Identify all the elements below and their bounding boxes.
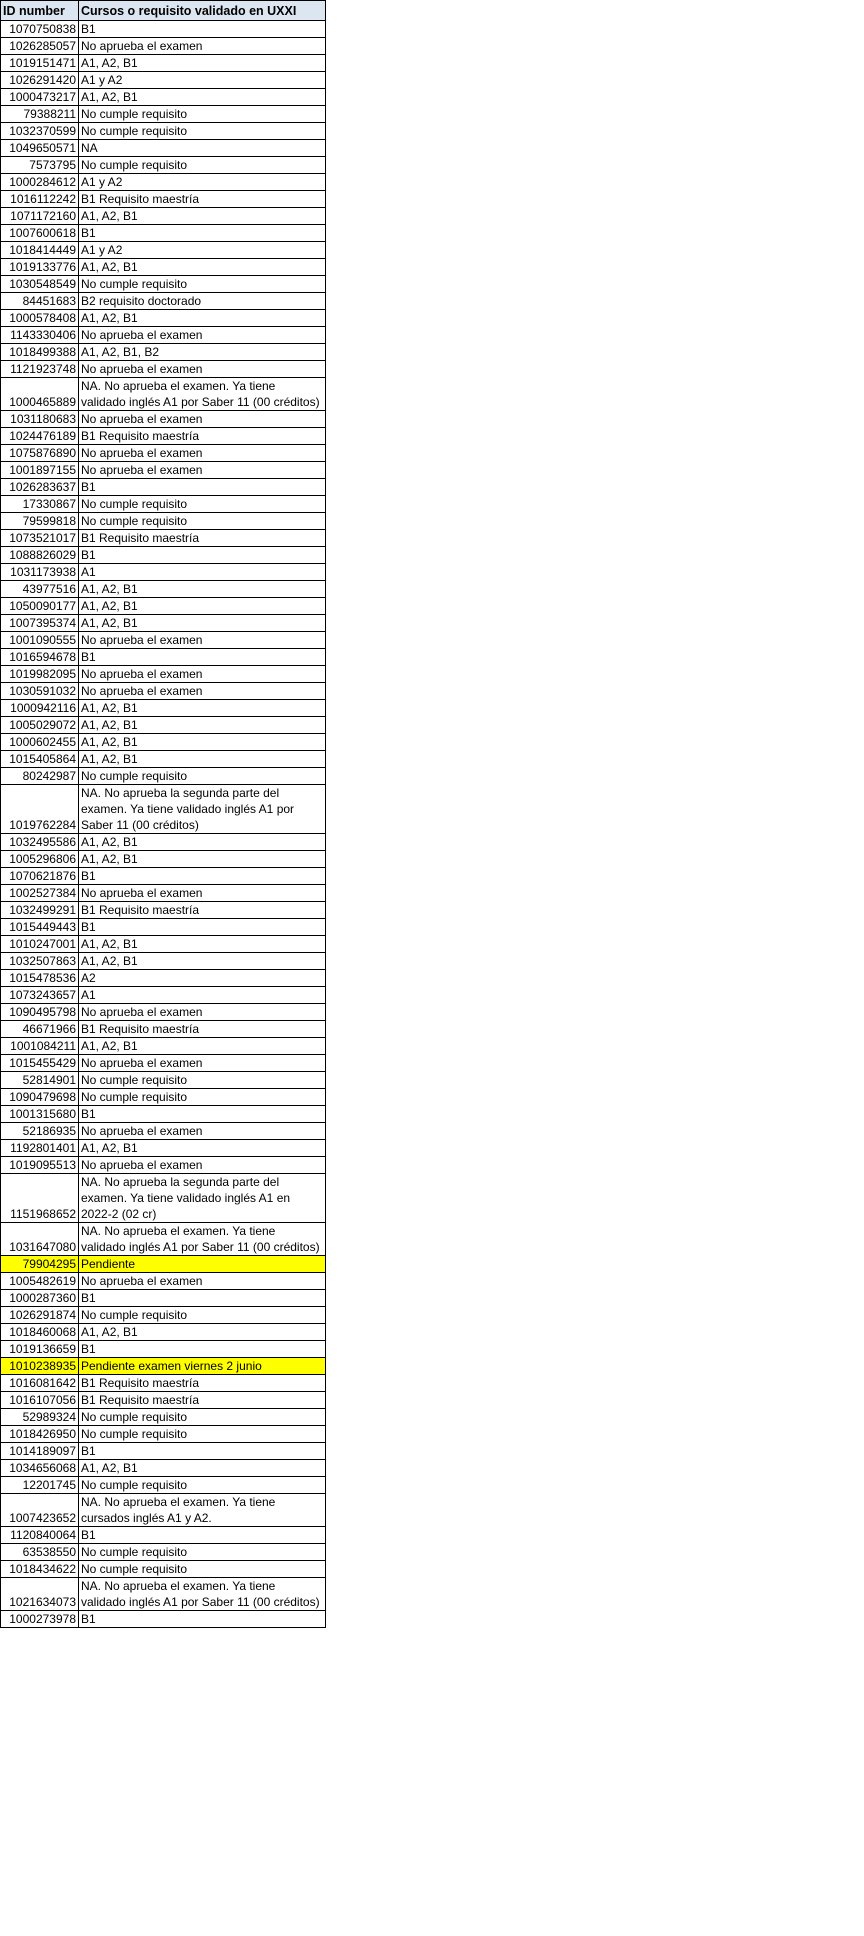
cell-requirement[interactable]: No cumple requisito xyxy=(79,1089,326,1106)
cell-id-number[interactable]: 1005482619 xyxy=(1,1273,79,1290)
cell-requirement[interactable]: B1 xyxy=(79,479,326,496)
cell-requirement[interactable]: NA. No aprueba el examen. Ya tiene validado inglés A1 por Saber 11 (00 créditos) xyxy=(79,378,326,411)
table-row xyxy=(1,378,326,411)
table-row xyxy=(1,953,326,970)
cell-requirement[interactable]: No cumple requisito xyxy=(79,1072,326,1089)
cell-requirement[interactable]: A1, A2, B1 xyxy=(79,89,326,106)
table-row xyxy=(1,123,326,140)
table-row xyxy=(1,293,326,310)
cell-id-number[interactable]: 1090479698 xyxy=(1,1089,79,1106)
table-body xyxy=(1,21,326,1628)
cell-id-number[interactable]: 1049650571 xyxy=(1,140,79,157)
table-row xyxy=(1,38,326,55)
cell-id-number[interactable]: 1019982095 xyxy=(1,666,79,683)
table-row xyxy=(1,513,326,530)
cell-id-number[interactable]: 1026283637 xyxy=(1,479,79,496)
cell-requirement[interactable]: A1, A2, B1 xyxy=(79,1140,326,1157)
table-row xyxy=(1,1477,326,1494)
table-row xyxy=(1,1578,326,1611)
cell-id-number[interactable]: 1088826029 xyxy=(1,547,79,564)
cell-requirement[interactable]: A1 xyxy=(79,987,326,1004)
cell-requirement[interactable]: No cumple requisito xyxy=(79,106,326,123)
cell-requirement[interactable]: A1, A2, B1 xyxy=(79,734,326,751)
table-row xyxy=(1,1273,326,1290)
cell-id-number[interactable]: 1005296806 xyxy=(1,851,79,868)
cell-id-number[interactable]: 1007423652 xyxy=(1,1494,79,1527)
cell-id-number[interactable]: 1070621876 xyxy=(1,868,79,885)
cell-id-number[interactable]: 1030591032 xyxy=(1,683,79,700)
cell-id-number[interactable]: 1019151471 xyxy=(1,55,79,72)
cell-requirement[interactable]: NA. No aprueba la segunda parte del examen. Ya tiene validado inglés A1 por Saber 11 (00 créditos) xyxy=(79,785,326,834)
cell-id-number[interactable]: 1002527384 xyxy=(1,885,79,902)
cell-requirement[interactable]: B1 Requisito maestría xyxy=(79,1392,326,1409)
cell-id-number[interactable]: 1019762284 xyxy=(1,785,79,834)
cell-id-number[interactable]: 1034656068 xyxy=(1,1460,79,1477)
cell-id-number[interactable]: 52186935 xyxy=(1,1123,79,1140)
cell-requirement[interactable]: B1 Requisito maestría xyxy=(79,530,326,547)
table-row xyxy=(1,445,326,462)
cell-id-number[interactable]: 1050090177 xyxy=(1,598,79,615)
cell-requirement[interactable]: NA xyxy=(79,140,326,157)
table-row xyxy=(1,21,326,38)
cell-id-number[interactable]: 1070750838 xyxy=(1,21,79,38)
cell-requirement[interactable]: No aprueba el examen xyxy=(79,445,326,462)
cell-id-number[interactable]: 1015449443 xyxy=(1,919,79,936)
table-row xyxy=(1,649,326,666)
cell-requirement[interactable]: B1 xyxy=(79,1341,326,1358)
cell-id-number[interactable]: 1018414449 xyxy=(1,242,79,259)
table-row xyxy=(1,1004,326,1021)
table-row xyxy=(1,1527,326,1544)
cell-id-number[interactable]: 1000465889 xyxy=(1,378,79,411)
cell-id-number[interactable]: 1019136659 xyxy=(1,1341,79,1358)
cell-requirement[interactable]: No aprueba el examen xyxy=(79,1004,326,1021)
table-row xyxy=(1,411,326,428)
cell-requirement[interactable]: No cumple requisito xyxy=(79,1561,326,1578)
table-row xyxy=(1,768,326,785)
table-row xyxy=(1,1106,326,1123)
cell-requirement[interactable]: B1 xyxy=(79,225,326,242)
table-row xyxy=(1,700,326,717)
table-row xyxy=(1,310,326,327)
table-row xyxy=(1,1561,326,1578)
cell-id-number[interactable]: 1015455429 xyxy=(1,1055,79,1072)
cell-id-number[interactable]: 1026291420 xyxy=(1,72,79,89)
table-row xyxy=(1,970,326,987)
cell-id-number[interactable]: 1016112242 xyxy=(1,191,79,208)
table-row xyxy=(1,851,326,868)
cell-id-number[interactable]: 1000273978 xyxy=(1,1611,79,1628)
cell-requirement[interactable]: No aprueba el examen xyxy=(79,1273,326,1290)
cell-id-number[interactable]: 1018426950 xyxy=(1,1426,79,1443)
cell-id-number[interactable]: 1031180683 xyxy=(1,411,79,428)
cell-id-number[interactable]: 1000942116 xyxy=(1,700,79,717)
cell-id-number[interactable]: 1007395374 xyxy=(1,615,79,632)
cell-requirement[interactable]: B1 xyxy=(79,21,326,38)
table-row xyxy=(1,834,326,851)
table-row xyxy=(1,174,326,191)
table-row xyxy=(1,1544,326,1561)
column-header-requirement[interactable]: Cursos o requisito validado en UXXI xyxy=(79,1,326,21)
cell-requirement[interactable]: No aprueba el examen xyxy=(79,1123,326,1140)
cell-requirement[interactable]: A1, A2, B1 xyxy=(79,953,326,970)
cell-requirement[interactable]: A1, A2, B1 xyxy=(79,310,326,327)
table-row xyxy=(1,1174,326,1223)
table-row xyxy=(1,191,326,208)
table-row xyxy=(1,106,326,123)
table-row xyxy=(1,919,326,936)
cell-id-number[interactable]: 1090495798 xyxy=(1,1004,79,1021)
cell-requirement[interactable]: No cumple requisito xyxy=(79,1409,326,1426)
cell-id-number[interactable]: 1075876890 xyxy=(1,445,79,462)
cell-requirement[interactable]: A1, A2, B1 xyxy=(79,936,326,953)
cell-requirement[interactable]: No cumple requisito xyxy=(79,1477,326,1494)
cell-requirement[interactable]: A1 y A2 xyxy=(79,242,326,259)
column-header-id[interactable]: ID number xyxy=(1,1,79,21)
cell-requirement[interactable]: B1 xyxy=(79,1290,326,1307)
cell-requirement[interactable]: A1, A2, B1 xyxy=(79,751,326,768)
cell-id-number[interactable]: 1018460068 xyxy=(1,1324,79,1341)
table-row xyxy=(1,936,326,953)
table-row xyxy=(1,1460,326,1477)
cell-id-number[interactable]: 1151968652 xyxy=(1,1174,79,1223)
table-row xyxy=(1,1089,326,1106)
cell-requirement[interactable]: No aprueba el examen xyxy=(79,38,326,55)
cell-requirement[interactable]: No cumple requisito xyxy=(79,1426,326,1443)
cell-requirement[interactable]: A1, A2, B1 xyxy=(79,834,326,851)
table-row xyxy=(1,259,326,276)
table-row xyxy=(1,55,326,72)
cell-requirement[interactable]: A1 y A2 xyxy=(79,174,326,191)
table-row xyxy=(1,1375,326,1392)
cell-requirement[interactable]: No cumple requisito xyxy=(79,123,326,140)
cell-id-number[interactable]: 17330867 xyxy=(1,496,79,513)
table-row xyxy=(1,140,326,157)
cell-id-number[interactable]: 1019095513 xyxy=(1,1157,79,1174)
table-row xyxy=(1,344,326,361)
table-row xyxy=(1,225,326,242)
table-row xyxy=(1,496,326,513)
table-row xyxy=(1,885,326,902)
table-row xyxy=(1,462,326,479)
cell-id-number[interactable]: 1000287360 xyxy=(1,1290,79,1307)
cell-requirement[interactable]: B1 xyxy=(79,1443,326,1460)
cell-id-number[interactable]: 1031647080 xyxy=(1,1223,79,1256)
table-row xyxy=(1,327,326,344)
cell-id-number[interactable]: 1001315680 xyxy=(1,1106,79,1123)
table-row xyxy=(1,717,326,734)
cell-requirement[interactable]: No cumple requisito xyxy=(79,768,326,785)
table-row xyxy=(1,1123,326,1140)
cell-id-number[interactable]: 1016081642 xyxy=(1,1375,79,1392)
table-row xyxy=(1,868,326,885)
cell-requirement[interactable]: No aprueba el examen xyxy=(79,632,326,649)
cell-requirement[interactable]: Pendiente xyxy=(79,1256,326,1273)
spreadsheet-table xyxy=(0,0,326,1628)
cell-requirement[interactable]: A1, A2, B1 xyxy=(79,598,326,615)
cell-id-number[interactable]: 63538550 xyxy=(1,1544,79,1561)
cell-id-number[interactable]: 1001897155 xyxy=(1,462,79,479)
cell-requirement[interactable]: A1, A2, B1 xyxy=(79,717,326,734)
table-row xyxy=(1,734,326,751)
table-row xyxy=(1,276,326,293)
cell-id-number[interactable]: 1015405864 xyxy=(1,751,79,768)
cell-requirement[interactable]: A1, A2, B1 xyxy=(79,581,326,598)
cell-requirement[interactable]: A1, A2, B1, B2 xyxy=(79,344,326,361)
table-row xyxy=(1,428,326,445)
cell-id-number[interactable]: 79388211 xyxy=(1,106,79,123)
cell-requirement[interactable]: A1 y A2 xyxy=(79,72,326,89)
cell-id-number[interactable]: 1000578408 xyxy=(1,310,79,327)
cell-id-number[interactable]: 1121923748 xyxy=(1,361,79,378)
cell-requirement[interactable]: B1 xyxy=(79,1611,326,1628)
cell-requirement[interactable]: No cumple requisito xyxy=(79,496,326,513)
table-row xyxy=(1,615,326,632)
cell-requirement[interactable]: A1, A2, B1 xyxy=(79,700,326,717)
cell-id-number[interactable]: 80242987 xyxy=(1,768,79,785)
cell-id-number[interactable]: 52814901 xyxy=(1,1072,79,1089)
cell-id-number[interactable]: 1001090555 xyxy=(1,632,79,649)
table-row xyxy=(1,1140,326,1157)
cell-id-number[interactable]: 1015478536 xyxy=(1,970,79,987)
cell-id-number[interactable]: 1016594678 xyxy=(1,649,79,666)
cell-id-number[interactable]: 1071172160 xyxy=(1,208,79,225)
table-row xyxy=(1,751,326,768)
cell-id-number[interactable]: 7573795 xyxy=(1,157,79,174)
cell-requirement[interactable]: Pendiente examen viernes 2 junio xyxy=(79,1358,326,1375)
cell-requirement[interactable]: B1 Requisito maestría xyxy=(79,1375,326,1392)
table-row xyxy=(1,1392,326,1409)
cell-id-number[interactable]: 1010247001 xyxy=(1,936,79,953)
cell-requirement[interactable]: A1 xyxy=(79,564,326,581)
cell-requirement[interactable]: A1, A2, B1 xyxy=(79,851,326,868)
cell-id-number[interactable]: 1024476189 xyxy=(1,428,79,445)
cell-requirement[interactable]: B1 Requisito maestría xyxy=(79,902,326,919)
cell-id-number[interactable]: 1005029072 xyxy=(1,717,79,734)
cell-id-number[interactable]: 1019133776 xyxy=(1,259,79,276)
table-row xyxy=(1,72,326,89)
table-row xyxy=(1,1409,326,1426)
cell-id-number[interactable]: 1032507863 xyxy=(1,953,79,970)
cell-requirement[interactable]: B1 Requisito maestría xyxy=(79,428,326,445)
cell-id-number[interactable]: 1000602455 xyxy=(1,734,79,751)
table-row xyxy=(1,598,326,615)
table-row xyxy=(1,547,326,564)
table-row xyxy=(1,1055,326,1072)
cell-id-number[interactable]: 52989324 xyxy=(1,1409,79,1426)
table-row xyxy=(1,361,326,378)
cell-requirement[interactable]: NA. No aprueba la segunda parte del examen. Ya tiene validado inglés A1 en 2022-2 (02 cr) xyxy=(79,1174,326,1223)
header-row xyxy=(1,1,326,21)
cell-requirement[interactable]: No aprueba el examen xyxy=(79,683,326,700)
cell-requirement[interactable]: A1, A2, B1 xyxy=(79,259,326,276)
cell-requirement[interactable]: No cumple requisito xyxy=(79,276,326,293)
cell-requirement[interactable]: A1, A2, B1 xyxy=(79,208,326,225)
cell-requirement[interactable]: NA. No aprueba el examen. Ya tiene validado inglés A1 por Saber 11 (00 créditos) xyxy=(79,1223,326,1256)
table-row xyxy=(1,1072,326,1089)
cell-requirement[interactable]: A1, A2, B1 xyxy=(79,1460,326,1477)
cell-requirement[interactable]: NA. No aprueba el examen. Ya tiene validado inglés A1 por Saber 11 (00 créditos) xyxy=(79,1578,326,1611)
cell-requirement[interactable]: No aprueba el examen xyxy=(79,1055,326,1072)
cell-requirement[interactable]: No aprueba el examen xyxy=(79,885,326,902)
cell-requirement[interactable]: B2 requisito doctorado xyxy=(79,293,326,310)
table-row xyxy=(1,530,326,547)
cell-requirement[interactable]: No cumple requisito xyxy=(79,1307,326,1324)
cell-requirement[interactable]: No cumple requisito xyxy=(79,513,326,530)
cell-requirement[interactable]: A1, A2, B1 xyxy=(79,1038,326,1055)
table-row xyxy=(1,1157,326,1174)
cell-requirement[interactable]: A1, A2, B1 xyxy=(79,1324,326,1341)
cell-id-number[interactable]: 79599818 xyxy=(1,513,79,530)
table-row xyxy=(1,1038,326,1055)
table-row xyxy=(1,1611,326,1628)
table-row xyxy=(1,1256,326,1273)
cell-id-number[interactable]: 1021634073 xyxy=(1,1578,79,1611)
table-row xyxy=(1,242,326,259)
cell-id-number[interactable]: 1120840064 xyxy=(1,1527,79,1544)
cell-id-number[interactable]: 1016107056 xyxy=(1,1392,79,1409)
cell-id-number[interactable]: 43977516 xyxy=(1,581,79,598)
cell-id-number[interactable]: 1007600618 xyxy=(1,225,79,242)
table-row xyxy=(1,89,326,106)
cell-id-number[interactable]: 1001084211 xyxy=(1,1038,79,1055)
cell-requirement[interactable]: A1, A2, B1 xyxy=(79,55,326,72)
cell-requirement[interactable]: A1, A2, B1 xyxy=(79,615,326,632)
cell-id-number[interactable]: 84451683 xyxy=(1,293,79,310)
table-row xyxy=(1,581,326,598)
cell-requirement[interactable]: B1 xyxy=(79,868,326,885)
table-row xyxy=(1,1021,326,1038)
cell-id-number[interactable]: 1032499291 xyxy=(1,902,79,919)
cell-requirement[interactable]: No aprueba el examen xyxy=(79,666,326,683)
table-row xyxy=(1,1426,326,1443)
cell-id-number[interactable]: 1000473217 xyxy=(1,89,79,106)
cell-requirement[interactable]: No aprueba el examen xyxy=(79,462,326,479)
table-row xyxy=(1,208,326,225)
table-row xyxy=(1,1341,326,1358)
cell-requirement[interactable]: No aprueba el examen xyxy=(79,361,326,378)
cell-requirement[interactable]: No aprueba el examen xyxy=(79,327,326,344)
cell-id-number[interactable]: 12201745 xyxy=(1,1477,79,1494)
table-row xyxy=(1,683,326,700)
cell-id-number[interactable]: 1073243657 xyxy=(1,987,79,1004)
table-row xyxy=(1,1223,326,1256)
table-row xyxy=(1,157,326,174)
cell-id-number[interactable]: 1010238935 xyxy=(1,1358,79,1375)
table-row xyxy=(1,1324,326,1341)
cell-id-number[interactable]: 1030548549 xyxy=(1,276,79,293)
table-row xyxy=(1,666,326,683)
cell-id-number[interactable]: 46671966 xyxy=(1,1021,79,1038)
cell-requirement[interactable]: A2 xyxy=(79,970,326,987)
cell-requirement[interactable]: B1 xyxy=(79,649,326,666)
cell-id-number[interactable]: 1073521017 xyxy=(1,530,79,547)
cell-requirement[interactable]: B1 Requisito maestría xyxy=(79,1021,326,1038)
cell-id-number[interactable]: 1018499388 xyxy=(1,344,79,361)
cell-id-number[interactable]: 1026291874 xyxy=(1,1307,79,1324)
cell-id-number[interactable]: 1032370599 xyxy=(1,123,79,140)
table-row xyxy=(1,564,326,581)
cell-id-number[interactable]: 1143330406 xyxy=(1,327,79,344)
cell-requirement[interactable]: B1 xyxy=(79,1527,326,1544)
cell-id-number[interactable]: 1032495586 xyxy=(1,834,79,851)
table-row xyxy=(1,1290,326,1307)
table-row xyxy=(1,632,326,649)
cell-id-number[interactable]: 1018434622 xyxy=(1,1561,79,1578)
table-row xyxy=(1,1307,326,1324)
table-row xyxy=(1,902,326,919)
cell-requirement[interactable]: No aprueba el examen xyxy=(79,411,326,428)
cell-id-number[interactable]: 79904295 xyxy=(1,1256,79,1273)
table-row xyxy=(1,1358,326,1375)
cell-requirement[interactable]: B1 xyxy=(79,919,326,936)
cell-requirement[interactable]: B1 xyxy=(79,547,326,564)
cell-requirement[interactable]: No cumple requisito xyxy=(79,157,326,174)
cell-id-number[interactable]: 1014189097 xyxy=(1,1443,79,1460)
cell-id-number[interactable]: 1192801401 xyxy=(1,1140,79,1157)
cell-requirement[interactable]: B1 Requisito maestría xyxy=(79,191,326,208)
table-row xyxy=(1,1494,326,1527)
cell-id-number[interactable]: 1000284612 xyxy=(1,174,79,191)
table-row xyxy=(1,987,326,1004)
cell-requirement[interactable]: No aprueba el examen xyxy=(79,1157,326,1174)
table-row xyxy=(1,479,326,496)
cell-requirement[interactable]: B1 xyxy=(79,1106,326,1123)
table-row xyxy=(1,1443,326,1460)
cell-id-number[interactable]: 1031173938 xyxy=(1,564,79,581)
cell-requirement[interactable]: NA. No aprueba el examen. Ya tiene cursados inglés A1 y A2. xyxy=(79,1494,326,1527)
cell-requirement[interactable]: No cumple requisito xyxy=(79,1544,326,1561)
table-row xyxy=(1,785,326,834)
cell-id-number[interactable]: 1026285057 xyxy=(1,38,79,55)
